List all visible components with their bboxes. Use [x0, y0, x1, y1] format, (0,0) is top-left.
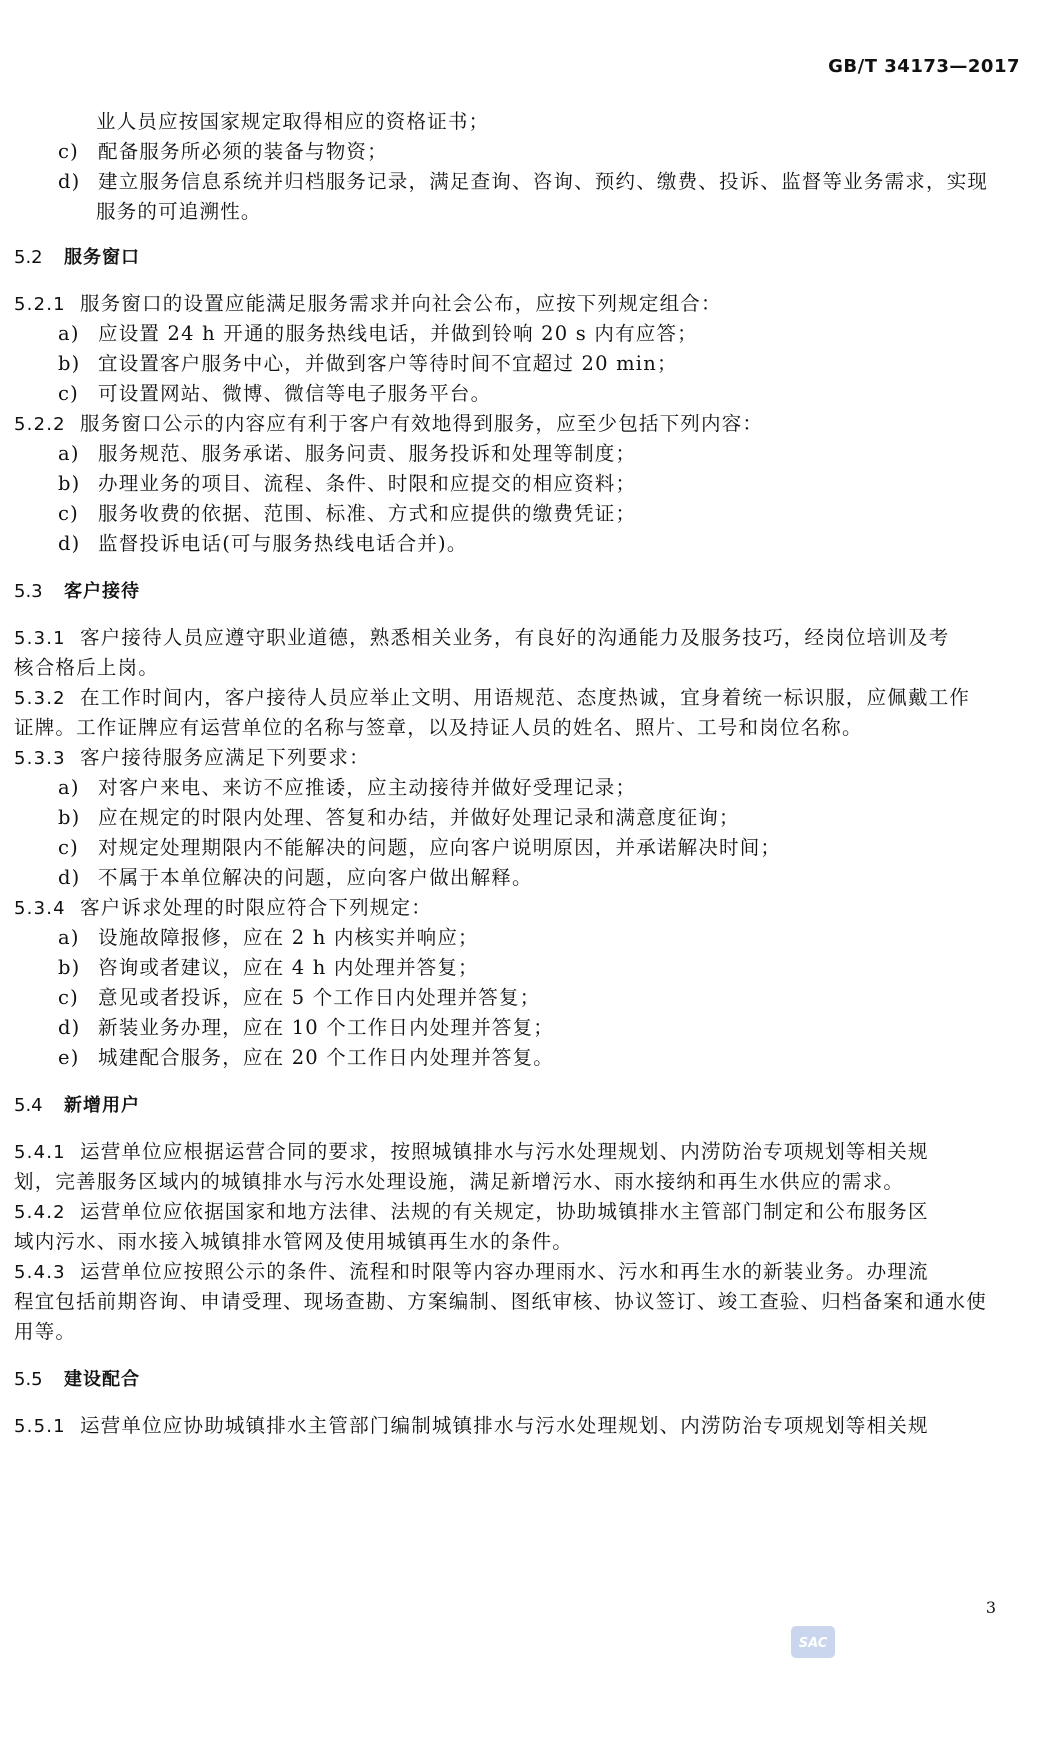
list-item: c) 对规定处理期限内不能解决的问题，应向客户说明原因，并承诺解决时间；: [58, 836, 782, 859]
list-item: d) 监督投诉电话(可与服务热线电话合并)。: [58, 532, 468, 555]
list-item: c) 可设置网站、微博、微信等电子服务平台。: [58, 382, 492, 405]
clause: 5.4.2 运营单位应依据国家和地方法律、法规的有关规定，协助城镇排水主管部门制定和公布服务区: [14, 1200, 929, 1223]
clause: 5.3.4 客户诉求处理的时限应符合下列规定：: [14, 896, 432, 919]
list-item: d) 新装业务办理，应在 10 个工作日内处理并答复；: [58, 1016, 555, 1039]
sac-watermark-logo: [790, 1625, 836, 1659]
list-item: b) 办理业务的项目、流程、条件、时限和应提交的相应资料；: [58, 472, 637, 495]
clause: 5.3.2 在工作时间内，客户接待人员应举止文明、用语规范、态度热诚，宜身着统一标识服，应佩戴工作: [14, 686, 971, 709]
clause-continuation: 用等。: [14, 1320, 77, 1343]
clause: 5.2.1 服务窗口的设置应能满足服务需求并向社会公布，应按下列规定组合：: [14, 292, 722, 315]
section-heading: 5.5 建设配合: [14, 1369, 140, 1390]
paragraph-line: 业人员应按国家规定取得相应的资格证书；: [96, 110, 490, 133]
clause-continuation: 划，完善服务区域内的城镇排水与污水处理设施，满足新增污水、雨水接纳和再生水供应的需求。: [14, 1170, 905, 1193]
clause-continuation: 核合格后上岗。: [14, 656, 159, 679]
list-item-continuation: 服务的可追溯性。: [96, 200, 262, 223]
clause: 5.2.2 服务窗口公示的内容应有利于客户有效地得到服务，应至少包括下列内容：: [14, 412, 764, 435]
list-item: d) 不属于本单位解决的问题，应向客户做出解释。: [58, 866, 533, 889]
list-item: b) 宜设置客户服务中心，并做到客户等待时间不宜超过 20 min；: [58, 352, 678, 375]
clause: 5.4.3 运营单位应按照公示的条件、流程和时限等内容办理雨水、污水和再生水的新装业务。办理流: [14, 1260, 929, 1283]
section-heading: 5.4 新增用户: [14, 1095, 140, 1116]
list-item: c) 服务收费的依据、范围、标准、方式和应提供的缴费凭证；: [58, 502, 637, 525]
clause-continuation: 证牌。工作证牌应有运营单位的名称与签章，以及持证人员的姓名、照片、工号和岗位名称。: [14, 716, 863, 739]
section-heading: 5.3 客户接待: [14, 581, 140, 602]
clause: 5.4.1 运营单位应根据运营合同的要求，按照城镇排水与污水处理规划、内涝防治专项规划等相关规: [14, 1140, 929, 1163]
list-item: a) 应设置 24 h 开通的服务热线电话，并做到铃响 20 s 内有应答；: [58, 322, 698, 345]
list-item: c) 配备服务所必须的装备与物资；: [58, 140, 388, 163]
list-item: b) 咨询或者建议，应在 4 h 内处理并答复；: [58, 956, 479, 979]
list-item: c) 意见或者投诉，应在 5 个工作日内处理并答复；: [58, 986, 541, 1009]
page-number: 3: [985, 1598, 996, 1617]
watermark-text: SAC: [798, 1636, 828, 1651]
clause: 5.3.1 客户接待人员应遵守职业道德，熟悉相关业务，有良好的沟通能力及服务技巧，经岗位培训及考: [14, 626, 950, 649]
list-item: a) 设施故障报修，应在 2 h 内核实并响应；: [58, 926, 479, 949]
clause-continuation: 域内污水、雨水接入城镇排水管网及使用城镇再生水的条件。: [14, 1230, 573, 1253]
standard-number: GB/T 34173—2017: [828, 56, 1020, 77]
list-item: e) 城建配合服务，应在 20 个工作日内处理并答复。: [58, 1046, 555, 1069]
clause-continuation: 程宜包括前期咨询、申请受理、现场查勘、方案编制、图纸审核、协议签订、竣工查验、归档备案和通水使: [14, 1290, 987, 1313]
clause: 5.5.1 运营单位应协助城镇排水主管部门编制城镇排水与污水处理规划、内涝防治专项规划等相关规: [14, 1414, 929, 1437]
section-heading: 5.2 服务窗口: [14, 247, 140, 268]
list-item: d) 建立服务信息系统并归档服务记录，满足查询、咨询、预约、缴费、投诉、监督等业务需求，实现: [58, 170, 989, 193]
clause: 5.3.3 客户接待服务应满足下列要求：: [14, 746, 370, 769]
list-item: a) 对客户来电、来访不应推诿，应主动接待并做好受理记录；: [58, 776, 637, 799]
list-item: b) 应在规定的时限内处理、答复和办结，并做好处理记录和满意度征询；: [58, 806, 740, 829]
list-item: a) 服务规范、服务承诺、服务问责、服务投诉和处理等制度；: [58, 442, 637, 465]
